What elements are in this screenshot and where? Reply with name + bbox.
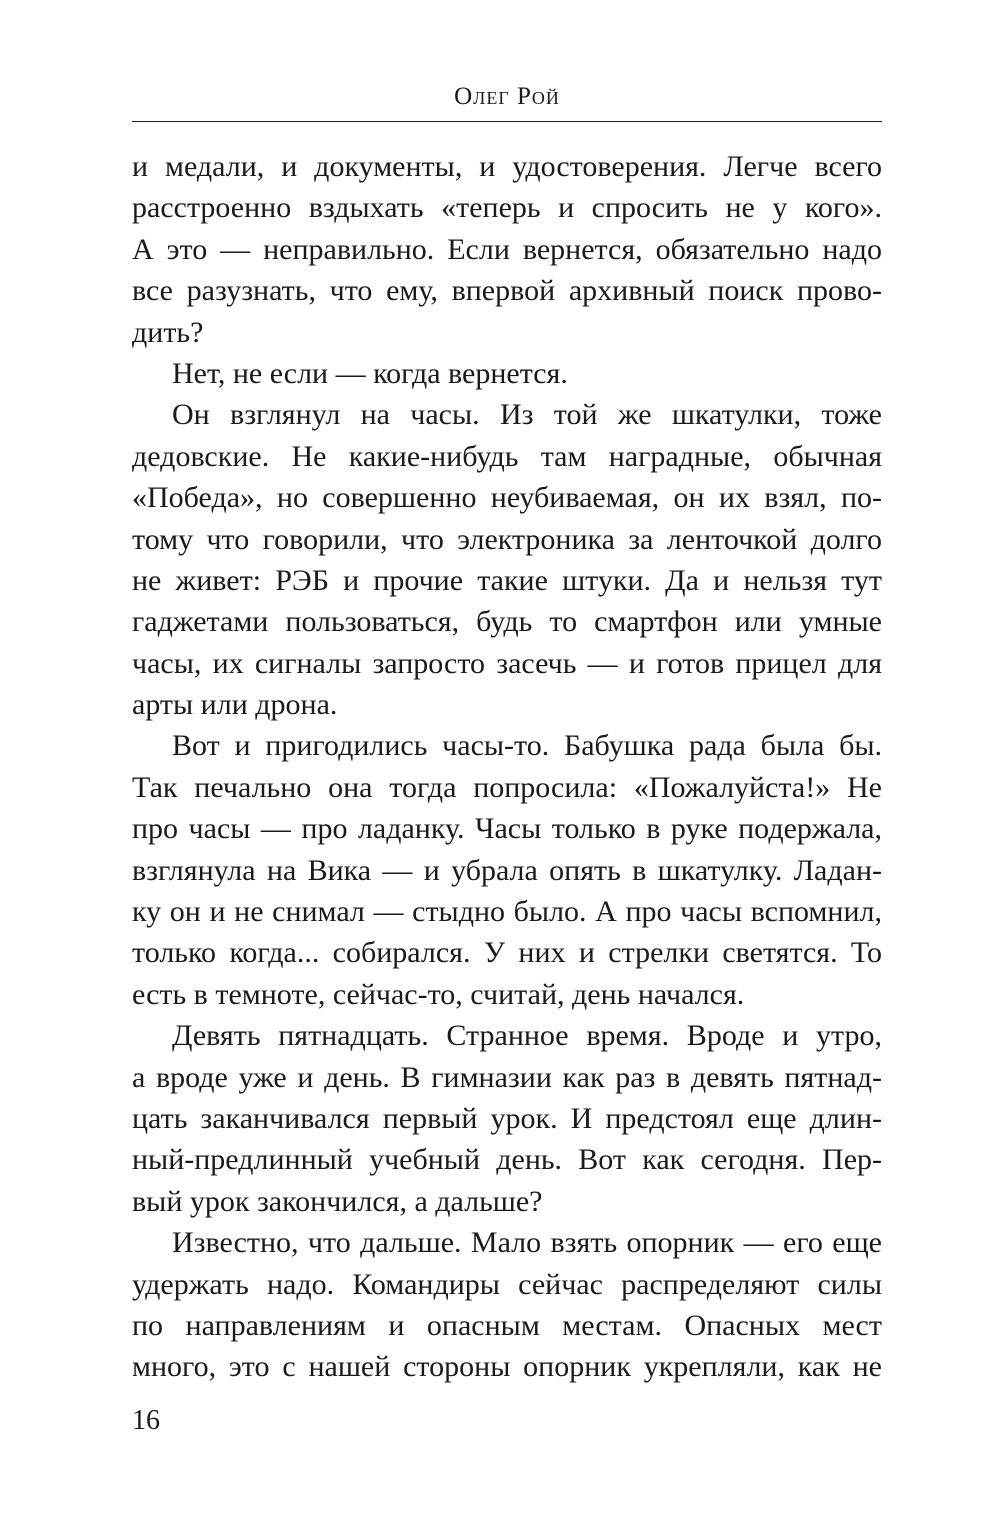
text-line: вый урок закончился, а дальше? <box>132 1184 543 1218</box>
text-line: Известно, что дальше. Мало взять опорник — его еще <box>172 1226 882 1260</box>
page-body <box>132 146 882 1388</box>
text-line: гаджетами пользоваться, будь то смартфон или умные <box>132 605 882 639</box>
text-line: не живет: РЭБ и прочие такие штуки. Да и нельзя тут <box>132 563 882 597</box>
text-line: ный-предлинный учебный день. Вот как сегодня. Пер- <box>132 1143 882 1177</box>
text-line: Вот и пригодились часы-то. Бабушка рада была бы. <box>172 729 882 763</box>
text-line: арты или дрона. <box>132 688 338 722</box>
text-line: только когда... собирался. У них и стрелки светятся. То <box>132 936 882 970</box>
text-line: «Победа», но совершенно неубиваемая, он их взял, по- <box>132 481 882 515</box>
text-line: дедовские. Не какие-нибудь там наградные, обычная <box>132 439 882 473</box>
text-line: ку он и не снимал — стыдно было. А про часы вспомнил, <box>132 895 882 929</box>
header-rule <box>132 121 882 122</box>
text-line: и медали, и документы, и удостоверения. Легче всего <box>132 150 882 183</box>
text-line: А это — неправильно. Если вернется, обязательно надо <box>132 232 882 266</box>
text-line: часы, их сигналы запросто засечь — и готов прицел для <box>132 646 882 680</box>
text-line: Девять пятнадцать. Странное время. Вроде и утро, <box>172 1019 882 1053</box>
text-line: дить? <box>132 315 204 349</box>
text-line: Он взглянул на часы. Из той же шкатулки, тоже <box>172 398 882 432</box>
text-line: цать заканчивался первый урок. И предстоял еще длин- <box>132 1101 882 1135</box>
text-line: Так печально она тогда попросила: «Пожалуйста!» Не <box>132 770 882 804</box>
text-line: удержать надо. Командиры сейчас распределяют силы <box>132 1267 882 1301</box>
page-number: 16 <box>132 1405 160 1436</box>
text-line: по направлениям и опасным местам. Опасных мест <box>132 1308 882 1342</box>
text-line: а вроде уже и день. В гимназии как раз в девять пятнад- <box>132 1060 882 1094</box>
text-line: про часы — про ладанку. Часы только в руке подержала, <box>132 812 882 846</box>
text-line: тому что говорили, что электроника за ленточкой долго <box>132 522 882 556</box>
text-line: Нет, не если — когда вернется. <box>172 356 568 390</box>
text-line: есть в темноте, сейчас-то, считай, день начался. <box>132 977 745 1011</box>
text-line: все разузнать, что ему, впервой архивный поиск прово- <box>132 274 882 308</box>
running-header: Олег Рой <box>454 83 560 110</box>
text-line: много, это с нашей стороны опорник укрепляли, как не <box>132 1350 882 1384</box>
text-line: расстроенно вздыхать «теперь и спросить не у кого». <box>132 191 882 225</box>
text-line: взглянула на Вика — и убрала опять в шкатулку. Ладан- <box>132 853 882 887</box>
